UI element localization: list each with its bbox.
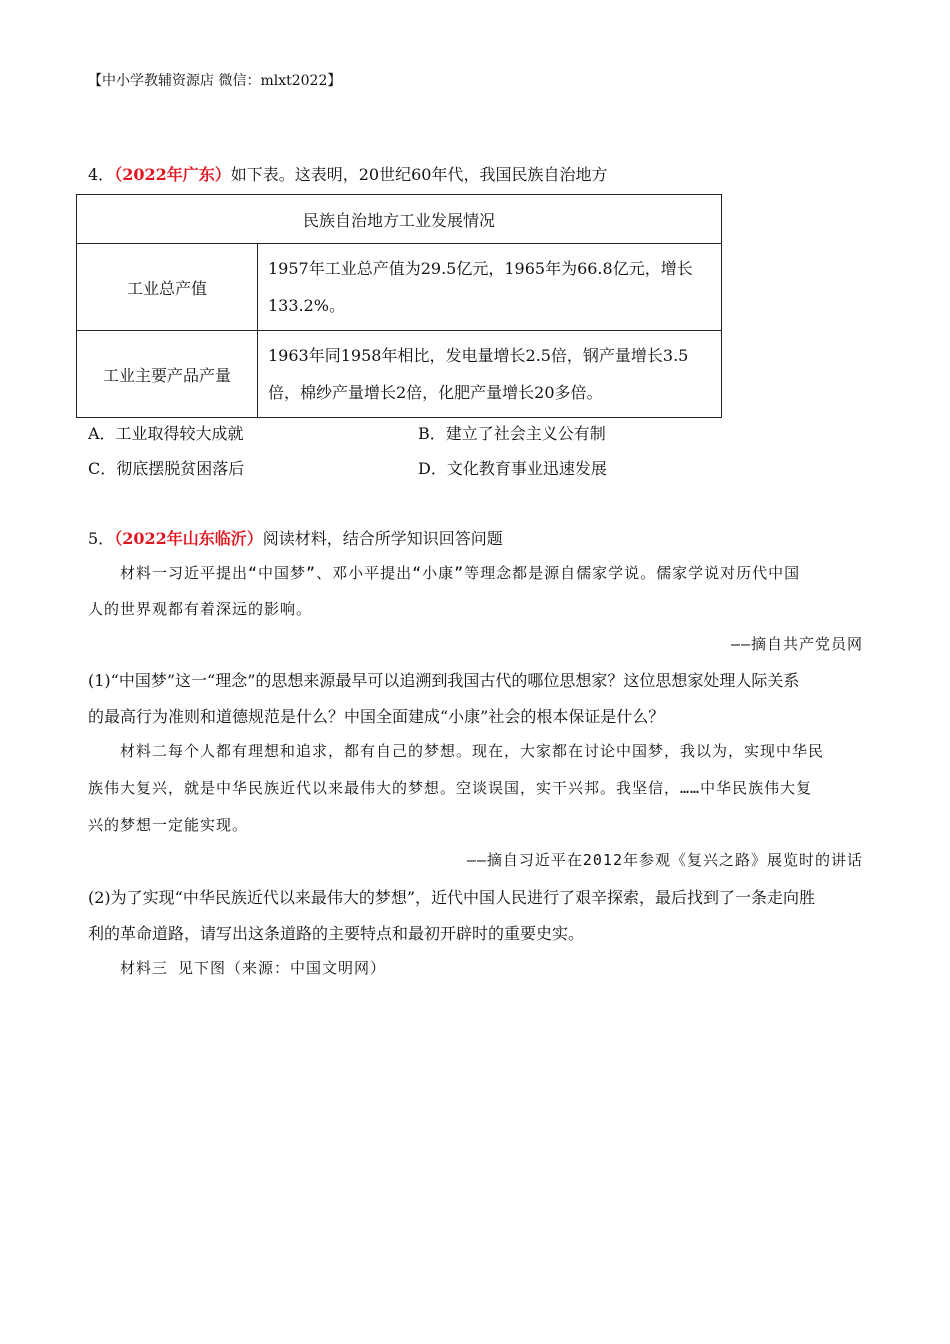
sub-question-2-line: 利的革命道路，请写出这条道路的主要特点和最初开辟时的重要史实。 xyxy=(88,924,585,943)
table-cell-line: 1957年工业总产值为29.5亿元，1965年为66.8亿元，增长 xyxy=(268,259,693,278)
table-cell-line: 133.2%。 xyxy=(268,296,346,315)
material-3-caption: 材料三 见下图（来源：中国文明网） xyxy=(120,959,387,977)
option-c[interactable]: C．彻底摆脱贫困落后 xyxy=(88,459,245,478)
table-row-value xyxy=(258,331,722,418)
table-cell-line: 倍，棉纱产量增长2倍，化肥产量增长20多倍。 xyxy=(268,383,603,402)
table-title: 民族自治地方工业发展情况 xyxy=(77,195,722,244)
option-a[interactable]: A．工业取得较大成就 xyxy=(88,424,244,443)
question-source: （2022年广东） xyxy=(114,165,231,184)
option-b[interactable]: B．建立了社会主义公有制 xyxy=(418,424,606,443)
question-stem: 如下表。这表明，20世纪60年代，我国民族自治地方 xyxy=(230,165,608,184)
sub-question-2-line: (2)为了实现“中华民族近代以来最伟大的梦想”，近代中国人民进行了艰辛探索，最后找到了一条走向胜 xyxy=(88,888,816,907)
table-row-value xyxy=(258,244,722,331)
header-watermark: 【中小学教辅资源店 微信：mlxt2022】 xyxy=(88,73,342,89)
question-number: 5． xyxy=(88,529,115,548)
table-row-label: 工业主要产品产量 xyxy=(77,331,258,418)
material-1-line: 材料一习近平提出“中国梦”、邓小平提出“小康”等理念都是源自儒家学说。儒家学说对历代中国 xyxy=(120,564,801,582)
question-number: 4． xyxy=(88,165,115,184)
question-4 xyxy=(88,162,607,185)
table-cell-line: 1963年同1958年相比，发电量增长2.5倍，钢产量增长3.5 xyxy=(268,346,689,365)
question-5 xyxy=(88,526,503,549)
material-1-line: 人的世界观都有着深远的影响。 xyxy=(88,600,313,618)
material-2-line: 材料二每个人都有理想和追求，都有自己的梦想。现在，大家都在讨论中国梦，我以为，实现中华民 xyxy=(120,742,825,760)
material-2-citation: ——摘自习近平在2012年参观《复兴之路》展览时的讲话 xyxy=(466,851,863,869)
table-row-label: 工业总产值 xyxy=(77,244,258,331)
question-source: （2022年山东临沂） xyxy=(114,529,263,548)
material-2-line: 兴的梦想一定能实现。 xyxy=(88,816,249,834)
material-1-citation: ——摘自共产党员网 xyxy=(730,635,863,653)
sub-question-1-line: 的最高行为准则和道德规范是什么？中国全面建成“小康”社会的根本保证是什么？ xyxy=(88,707,665,726)
industry-table xyxy=(76,194,722,418)
material-2-line: 族伟大复兴，就是中华民族近代以来最伟大的梦想。空谈误国，实干兴邦。我坚信，……中华民族伟大复 xyxy=(88,779,813,797)
option-d[interactable]: D．文化教育事业迅速发展 xyxy=(418,459,607,478)
table-row xyxy=(77,244,722,331)
question-stem: 阅读材料，结合所学知识回答问题 xyxy=(262,529,503,548)
table-row xyxy=(77,331,722,418)
sub-question-1-line: (1)“中国梦”这一“理念”的思想来源最早可以追溯到我国古代的哪位思想家？这位思想家处理人际关系 xyxy=(88,671,800,690)
